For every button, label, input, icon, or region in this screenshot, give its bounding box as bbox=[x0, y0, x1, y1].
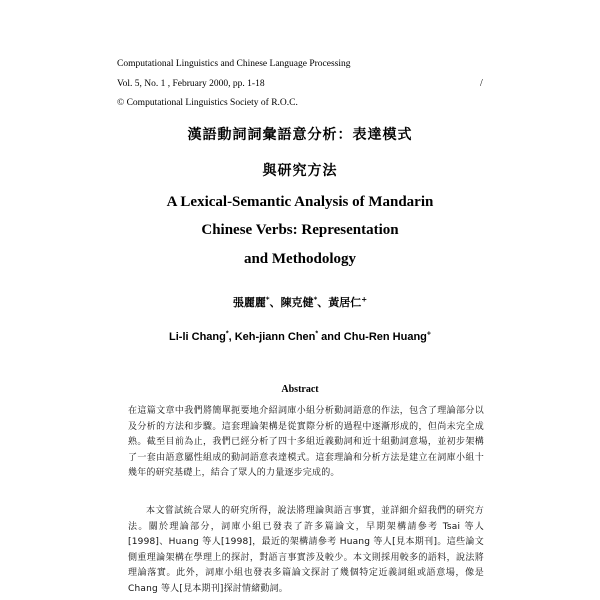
english-author-list bbox=[0, 331, 600, 343]
author-separator: , bbox=[228, 331, 235, 343]
affiliation-mark: + bbox=[426, 330, 431, 338]
chinese-title-line-1: 漢語動詞詞彙語意分析：表達模式 bbox=[187, 127, 413, 143]
affiliation-mark: * bbox=[225, 330, 229, 338]
affiliation-mark: * bbox=[315, 330, 319, 338]
abstract-paragraph-1: 在這篇文章中我們將簡單扼要地介紹詞庫小組分析動詞語意的作法，包含了理論部分以及分析的方法和步驟。這套理論架構是從實際分析的過程中逐漸形成的，但尚未完全成熟。截至目前為止，我們已經分析了四十多組近義動詞和近十組動詞意場，並初步架構了一套由語意屬性組成的動詞語意表達模式。這套理論和分析方法是建立在詞庫小組十幾年的研究基礎上，結合了眾人的力量逐步完成的。 bbox=[128, 406, 484, 478]
affiliation-mark: * bbox=[313, 295, 318, 304]
author-name: Keh-jiann Chen bbox=[234, 331, 316, 343]
english-title-line-1: A Lexical-Semantic Analysis of Mandarin bbox=[166, 194, 434, 210]
english-title-line-2: Chinese Verbs: Representation bbox=[201, 222, 399, 238]
english-title-line-3: and Methodology bbox=[243, 251, 357, 267]
author-separator: and bbox=[318, 331, 344, 343]
affiliation-mark: * bbox=[265, 295, 270, 304]
chinese-author-name: 張麗麗 bbox=[232, 296, 266, 309]
affiliation-mark: + bbox=[361, 295, 368, 304]
chinese-author-name: 陳克健 bbox=[280, 296, 314, 309]
author-name: Chu-Ren Huang bbox=[343, 331, 427, 343]
copyright-line: © Computational Linguistics Society of R.O.C. bbox=[117, 98, 298, 108]
chinese-author-name: 黃居仁 bbox=[328, 296, 362, 309]
abstract-paragraph-2: 本文嘗試統合眾人的研究所得，說法將理論與語言事實，並詳細介紹我們的研究方法。關於理論部分，詞庫小組已發表了許多篇論文，早期架構請參考 Tsai 等人[1998]、Huang 等人[1998]，最近的架構請參考 Huang 等人[見本期刊]。這些論文側重理論架構在學理上的探討，對語言事實涉及較少。本文則採用較多的語料，說法將理論落實。此外，詞庫小組也發表多篇論文探討了幾個特定近義詞組或語意場，像是 Chang 等人[見本期刊]探討情緒動詞。 bbox=[128, 506, 484, 594]
abstract-heading: Abstract bbox=[281, 384, 319, 395]
author-separator: 、 bbox=[317, 296, 329, 309]
chinese-author-list bbox=[0, 294, 600, 310]
author-name: Li-li Chang bbox=[169, 331, 226, 343]
chinese-title-line-2: 與研究方法 bbox=[262, 163, 338, 179]
author-separator: 、 bbox=[269, 296, 281, 309]
volume-info: Vol. 5, No. 1 , February 2000, pp. 1-18 bbox=[117, 79, 265, 89]
journal-name: Computational Linguistics and Chinese Language Processing bbox=[117, 59, 351, 69]
page-mark: / bbox=[480, 78, 483, 89]
